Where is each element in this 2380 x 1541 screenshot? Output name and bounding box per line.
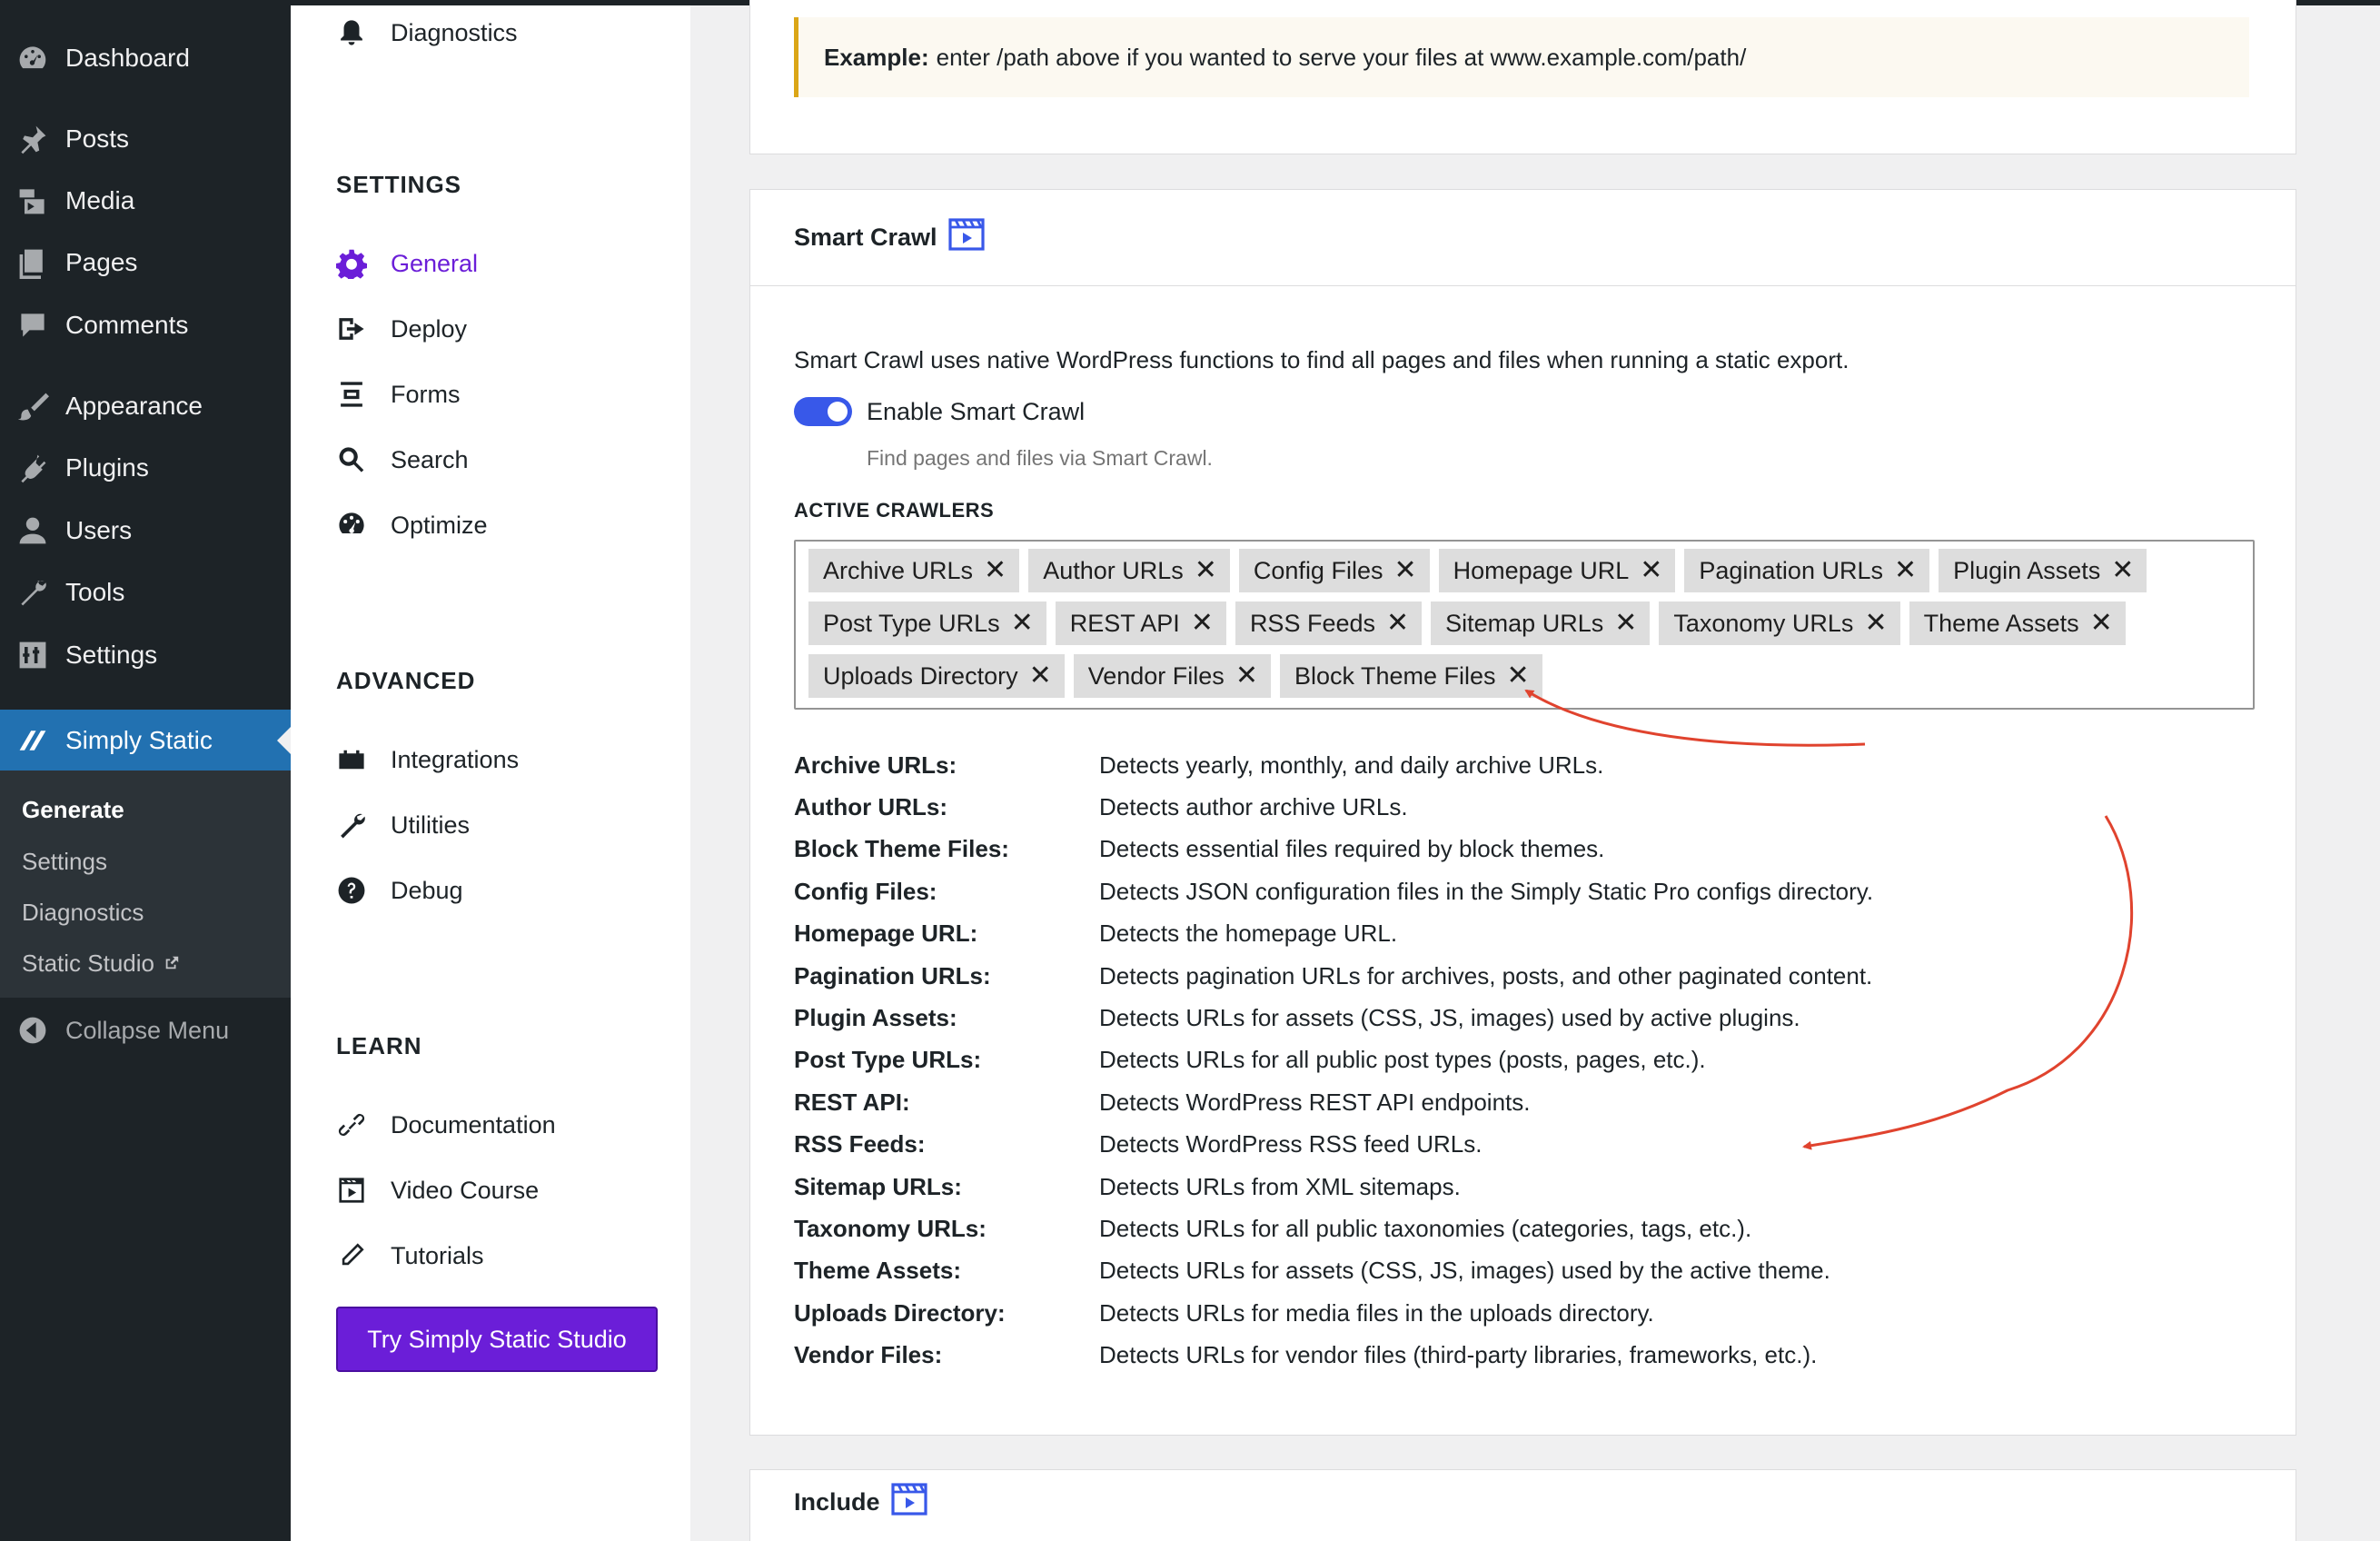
token-label: Plugin Assets (1953, 556, 2101, 584)
gear-icon (336, 248, 391, 279)
nav-item-diagnostics[interactable] (336, 13, 518, 53)
definition-description: Detects WordPress RSS feed URLs. (1099, 1130, 1483, 1158)
pin-icon (0, 123, 65, 155)
token-label: Taxonomy URLs (1673, 609, 1854, 637)
token-label: Sitemap URLs (1445, 609, 1604, 637)
crawler-token[interactable] (1684, 549, 1929, 592)
nav-label: Search (391, 445, 469, 473)
sliders-icon (0, 639, 65, 671)
gauge-icon (336, 510, 391, 541)
nav-label: Video Course (391, 1176, 540, 1204)
menu-label: Appearance (65, 392, 203, 420)
nav-label: General (391, 249, 479, 277)
definition-term: Plugin Assets: (794, 1004, 957, 1032)
nav-item-video-course[interactable] (336, 1170, 539, 1210)
video-tutorial-icon[interactable] (948, 218, 985, 257)
definition-row (794, 870, 2247, 912)
nav-label: Deploy (391, 314, 468, 343)
definition-row (794, 1124, 2247, 1166)
crawler-token[interactable] (1909, 601, 2126, 645)
definition-row (794, 1208, 2247, 1249)
menu-item-posts[interactable] (0, 113, 291, 165)
nav-label: Debug (391, 876, 463, 904)
token-label: Pagination URLs (1699, 556, 1883, 584)
remove-token-icon[interactable]: ✕ (1893, 555, 1918, 585)
nav-label: Documentation (391, 1110, 556, 1138)
remove-token-icon[interactable]: ✕ (1235, 661, 1258, 691)
token-label: Homepage URL (1453, 556, 1630, 584)
definition-description: Detects URLs for all public taxonomies (categories, tags, etc.). (1099, 1214, 1752, 1242)
remove-token-icon[interactable]: ✕ (1506, 661, 1530, 691)
nav-label: Optimize (391, 511, 488, 539)
definition-term: Vendor Files: (794, 1341, 943, 1369)
token-label: Post Type URLs (823, 609, 1000, 637)
menu-item-simply-static[interactable] (0, 710, 291, 771)
definition-term: Config Files: (794, 877, 937, 905)
collapse-label: Collapse Menu (65, 1016, 230, 1044)
token-label: Theme Assets (1923, 609, 2079, 637)
toggle-help-text: Find pages and files via Smart Crawl. (867, 446, 1213, 470)
export-icon (336, 313, 391, 344)
crawler-token[interactable] (808, 549, 1019, 592)
submenu-settings[interactable]: Settings (22, 848, 107, 875)
collapse-menu-button[interactable] (0, 1005, 291, 1056)
plug-icon (0, 452, 65, 484)
definition-term: Taxonomy URLs: (794, 1214, 987, 1242)
definition-description: Detects URLs for assets (CSS, JS, images) used by active plugins. (1099, 1004, 1800, 1032)
remove-token-icon[interactable]: ✕ (1393, 555, 1417, 585)
definition-term: Block Theme Files: (794, 835, 1009, 863)
plugin-settings-nav (291, 5, 690, 1541)
toggle-label: Enable Smart Crawl (867, 398, 1086, 425)
active-crawlers-label: ACTIVE CRAWLERS (794, 499, 995, 522)
pages-icon (0, 246, 65, 279)
nav-item-debug[interactable] (336, 870, 463, 910)
definition-row (794, 997, 2247, 1039)
help-icon (336, 875, 391, 906)
smart-crawl-description: Smart Crawl uses native WordPress functions to find all pages and files when running a static export. (794, 346, 1849, 373)
include-card (749, 1469, 2296, 1541)
definition-row (794, 913, 2247, 955)
definition-row (794, 955, 2247, 997)
remove-token-icon[interactable]: ✕ (1028, 661, 1052, 691)
remove-token-icon[interactable]: ✕ (984, 555, 1007, 585)
crawler-token[interactable] (1074, 654, 1271, 698)
collapse-icon (0, 1014, 65, 1047)
menu-label: Users (65, 516, 133, 544)
nav-label: Diagnostics (391, 18, 518, 46)
nav-label: Forms (391, 380, 461, 408)
definition-row (794, 1334, 2247, 1376)
definition-description: Detects yearly, monthly, and daily archive URLs. (1099, 751, 1604, 779)
definition-description: Detects author archive URLs. (1099, 793, 1408, 821)
definition-row (794, 1292, 2247, 1334)
search-icon (336, 444, 391, 475)
settings-heading: SETTINGS (336, 171, 462, 198)
definition-description: Detects URLs from XML sitemaps. (1099, 1172, 1461, 1200)
token-row (808, 601, 2240, 645)
submenu-static-studio[interactable] (22, 949, 180, 978)
definition-row (794, 786, 2247, 828)
video-icon (336, 1175, 391, 1206)
nav-item-general[interactable] (336, 244, 478, 283)
current-indicator (277, 727, 291, 754)
submenu-generate[interactable]: Generate (22, 796, 124, 823)
menu-item-media[interactable] (0, 174, 291, 227)
definition-description: Detects URLs for media files in the uploads directory. (1099, 1298, 1654, 1327)
definition-term: Post Type URLs: (794, 1046, 982, 1074)
nav-item-utilities[interactable] (336, 805, 470, 845)
dashboard-icon (0, 42, 65, 75)
form-icon (336, 379, 391, 410)
menu-label: Media (65, 186, 135, 214)
include-header (750, 1472, 2296, 1532)
nav-label: Utilities (391, 810, 471, 839)
crawler-token[interactable] (1939, 549, 2147, 592)
token-label: Block Theme Files (1294, 661, 1496, 690)
smart-crawl-header (750, 190, 2296, 286)
definition-row (794, 1250, 2247, 1292)
nav-label: Integrations (391, 745, 520, 773)
enable-smart-crawl-toggle[interactable] (794, 397, 852, 426)
definition-description: Detects the homepage URL. (1099, 920, 1398, 948)
token-label: Archive URLs (823, 556, 974, 584)
menu-item-comments[interactable] (0, 299, 291, 352)
active-crawlers-field[interactable] (794, 540, 2255, 710)
menu-label: Posts (65, 124, 130, 153)
simply-static-icon (0, 724, 65, 757)
nav-label: Tutorials (391, 1241, 484, 1269)
remove-token-icon[interactable]: ✕ (1614, 608, 1638, 638)
brush-icon (0, 390, 65, 423)
advanced-heading: ADVANCED (336, 667, 476, 694)
plug-block-icon (336, 744, 391, 775)
crawler-token[interactable] (1056, 601, 1226, 645)
definition-term: RSS Feeds: (794, 1130, 926, 1158)
remove-token-icon[interactable]: ✕ (2089, 608, 2113, 638)
bell-icon (336, 17, 391, 48)
link-icon (336, 1109, 391, 1140)
pencil-icon (336, 1240, 391, 1271)
menu-item-plugins[interactable] (0, 442, 291, 494)
menu-label: Comments (65, 311, 189, 339)
menu-item-users[interactable] (0, 504, 291, 557)
external-link-icon (164, 949, 180, 978)
menu-item-dashboard[interactable] (0, 32, 291, 85)
comment-icon (0, 309, 65, 342)
remove-token-icon[interactable]: ✕ (1010, 608, 1034, 638)
wrench-icon (0, 576, 65, 609)
path-settings-card (749, 0, 2296, 154)
definition-term: Homepage URL: (794, 920, 978, 948)
definition-description: Detects JSON configuration files in the Simply Static Pro configs directory. (1099, 877, 1874, 905)
definition-term: Pagination URLs: (794, 961, 991, 989)
nav-item-search[interactable] (336, 440, 469, 480)
crawler-token[interactable] (1028, 549, 1230, 592)
token-row (808, 654, 2240, 698)
menu-item-tools[interactable] (0, 566, 291, 619)
card-title: Smart Crawl (794, 224, 937, 251)
menu-item-settings[interactable] (0, 629, 291, 681)
definition-term: Uploads Directory: (794, 1298, 1006, 1327)
definition-description: Detects WordPress REST API endpoints. (1099, 1088, 1531, 1116)
crawler-token[interactable] (1431, 601, 1650, 645)
card-title: Include (794, 1487, 880, 1516)
definition-description: Detects URLs for all public post types (posts, pages, etc.). (1099, 1046, 1706, 1074)
crawler-token[interactable] (1659, 601, 1899, 645)
definition-description: Detects URLs for vendor files (third-party libraries, frameworks, etc.). (1099, 1341, 1818, 1369)
definition-description: Detects essential files required by block themes. (1099, 835, 1605, 863)
definition-term: Theme Assets: (794, 1257, 961, 1285)
crawler-token[interactable] (1235, 601, 1422, 645)
menu-label: Dashboard (65, 44, 190, 72)
submenu-diagnostics[interactable]: Diagnostics (22, 899, 144, 926)
definition-term: Author URLs: (794, 793, 947, 821)
admin-menu (0, 5, 291, 1541)
user-icon (0, 514, 65, 547)
nav-item-optimize[interactable] (336, 505, 488, 545)
remove-token-icon[interactable]: ✕ (1640, 555, 1663, 585)
definition-term: Archive URLs: (794, 751, 957, 779)
definition-row (794, 1166, 2247, 1208)
example-notice (794, 17, 2249, 97)
nav-item-tutorials[interactable] (336, 1236, 484, 1276)
media-icon (0, 184, 65, 217)
video-tutorial-icon[interactable] (891, 1483, 927, 1522)
nav-item-integrations[interactable] (336, 740, 519, 780)
wrench-icon (336, 810, 391, 840)
learn-heading: LEARN (336, 1032, 422, 1059)
try-studio-button[interactable]: Try Simply Static Studio (336, 1307, 658, 1372)
token-label: Vendor Files (1087, 661, 1225, 690)
menu-item-appearance[interactable] (0, 380, 291, 432)
definition-description: Detects pagination URLs for archives, posts, and other paginated content. (1099, 961, 1873, 989)
token-row (808, 549, 2240, 592)
nav-item-forms[interactable] (336, 374, 461, 414)
crawler-token[interactable] (1239, 549, 1430, 592)
menu-label: Simply Static (65, 726, 213, 754)
crawler-token[interactable] (1280, 654, 1542, 698)
nav-item-deploy[interactable] (336, 309, 467, 349)
token-label: Config Files (1253, 556, 1383, 584)
definition-row (794, 829, 2247, 870)
definition-term: REST API: (794, 1088, 910, 1116)
menu-label: Plugins (65, 453, 149, 482)
menu-label: Tools (65, 578, 125, 606)
menu-label: Settings (65, 641, 158, 669)
remove-token-icon[interactable]: ✕ (1194, 555, 1217, 585)
definition-row (794, 744, 2247, 786)
remove-token-icon[interactable]: ✕ (2111, 555, 2135, 585)
nav-item-documentation[interactable] (336, 1105, 556, 1145)
remove-token-icon[interactable]: ✕ (1386, 608, 1410, 638)
notice-text: enter /path above if you wanted to serve your files at www.example.com/path/ (936, 43, 1747, 71)
crawler-token[interactable] (808, 654, 1065, 698)
token-label: RSS Feeds (1249, 609, 1375, 637)
simply-static-submenu (0, 770, 291, 998)
definition-row (794, 1039, 2247, 1081)
menu-item-pages[interactable] (0, 236, 291, 289)
definition-description: Detects URLs for assets (CSS, JS, images) used by the active theme. (1099, 1257, 1830, 1285)
remove-token-icon[interactable]: ✕ (1864, 608, 1888, 638)
crawler-definitions (794, 744, 2247, 1377)
token-label: Author URLs (1043, 556, 1184, 584)
crawler-token[interactable] (808, 601, 1046, 645)
definition-row (794, 1081, 2247, 1123)
submenu-label: Static Studio (22, 949, 154, 977)
smart-crawl-card (749, 189, 2296, 1436)
notice-label: Example: (824, 43, 929, 71)
token-label: Uploads Directory (823, 661, 1018, 690)
definition-term: Sitemap URLs: (794, 1172, 962, 1200)
crawler-token[interactable] (1439, 549, 1676, 592)
menu-label: Pages (65, 248, 138, 276)
remove-token-icon[interactable]: ✕ (1190, 608, 1214, 638)
token-label: REST API (1069, 609, 1180, 637)
